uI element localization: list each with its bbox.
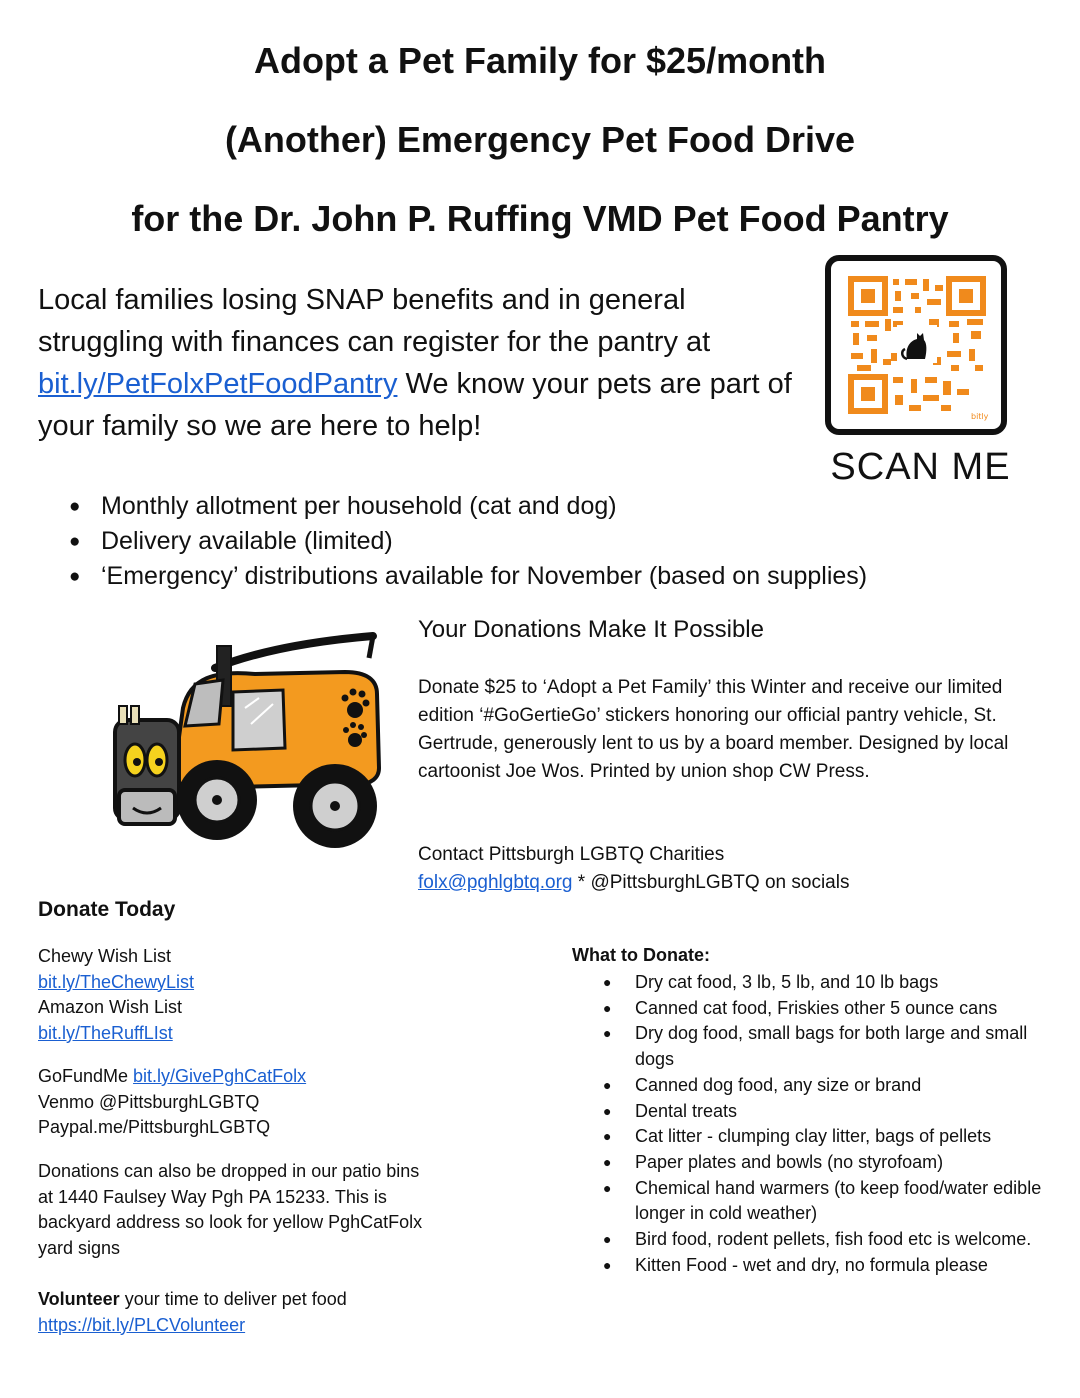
gofundme-label: GoFundMe	[38, 1066, 134, 1086]
chewy-link[interactable]: bit.ly/TheChewyList	[38, 971, 195, 992]
list-item: ● Paper plates and bowls (no styrofoam)	[572, 1150, 1042, 1176]
list-item: ● Canned dog food, any size or brand	[572, 1073, 1042, 1099]
page-subtitle: (Another) Emergency Pet Food Drive	[224, 119, 856, 160]
chewy-label: Chewy Wish List	[38, 946, 172, 966]
volunteer-text: your time to deliver pet food	[119, 1289, 347, 1309]
donations-paragraph: Donate $25 to ‘Adopt a Pet Family’ this Winter and receive our limited edition ‘#GoGertieGo’ stickers honoring our official pantry vehicle, St. Gertrude, generously lent to us by a board member. Designed by local cartoonist Joe Wos. Printed by union shop CW Press.	[418, 677, 1009, 782]
list-item: ● Delivery available (limited)	[38, 524, 1038, 559]
gofundme-link[interactable]: bit.ly/GivePghCatFolx	[133, 1066, 307, 1086]
qr-code-icon	[831, 261, 1001, 429]
list-item: ● Canned cat food, Friskies other 5 ounce cans	[572, 996, 1042, 1022]
paypal-handle: Paypal.me/PittsburghLGBTQ	[38, 1117, 271, 1138]
gertrude-vehicle-illustration	[105, 628, 395, 858]
volunteer-bold: Volunteer	[38, 1289, 120, 1309]
donation-items-list	[572, 970, 1042, 1278]
intro-paragraph	[38, 279, 808, 447]
amazon-link[interactable]: bit.ly/TheRuffLIst	[38, 1022, 173, 1043]
pantry-register-link[interactable]: bit.ly/PetFolxPetFoodPantry	[38, 368, 398, 400]
pantry-features-list	[38, 489, 1038, 594]
contact-socials: * @PittsburghLGBTQ on socials	[572, 872, 850, 893]
scan-me-label: SCAN ME	[830, 446, 1011, 488]
venmo-handle: Venmo @PittsburghLGBTQ	[38, 1091, 260, 1112]
wish-lists	[38, 944, 498, 1046]
what-to-donate-heading: What to Donate:	[572, 945, 710, 965]
list-item: ● ‘Emergency’ distributions available for November (based on supplies)	[38, 559, 1038, 594]
list-item: ● Dry cat food, 3 lb, 5 lb, and 10 lb bags	[572, 970, 1042, 996]
list-item: ● Cat litter - clumping clay litter, bags of pellets	[572, 1124, 1042, 1150]
intro-text-after: We know your pets are part of your family so we are here to help!	[38, 368, 792, 442]
qr-code[interactable]	[825, 255, 1007, 435]
volunteer-info	[38, 1287, 498, 1338]
list-item: ● Dental treats	[572, 1099, 1042, 1125]
list-item: ● Chemical hand warmers (to keep food/water edible longer in cold weather)	[572, 1176, 1042, 1227]
contact-label: Contact Pittsburgh LGBTQ Charities	[418, 844, 725, 865]
contact-email-link[interactable]: folx@pghlgbtq.org	[418, 872, 573, 893]
page-title: Adopt a Pet Family for $25/month	[253, 40, 827, 81]
donate-today-heading: Donate Today	[38, 898, 176, 921]
list-item: ● Bird food, rodent pellets, fish food etc is welcome.	[572, 1227, 1042, 1253]
payment-options	[38, 1064, 498, 1141]
amazon-label: Amazon Wish List	[38, 997, 183, 1018]
contact-line	[418, 869, 1038, 897]
qr-brand-label: bitly	[971, 412, 989, 421]
list-item: ● Monthly allotment per household (cat and dog)	[38, 489, 1038, 524]
intro-text-before: Local families losing SNAP benefits and in general struggling with finances can register for the pantry at	[38, 284, 711, 358]
list-item: ● Dry dog food, small bags for both large and small dogs	[572, 1021, 1042, 1072]
dropoff-info: Donations can also be dropped in our patio bins at 1440 Faulsey Way Pgh PA 15233. This is backyard address so look for yellow PghCatFolx yard signs	[38, 1161, 423, 1258]
donations-heading: Your Donations Make It Possible	[418, 616, 764, 643]
volunteer-link[interactable]: https://bit.ly/PLCVolunteer	[38, 1314, 246, 1335]
list-item: ● Kitten Food - wet and dry, no formula please	[572, 1253, 1042, 1279]
pantry-title: for the Dr. John P. Ruffing VMD Pet Food Pantry	[131, 198, 949, 239]
